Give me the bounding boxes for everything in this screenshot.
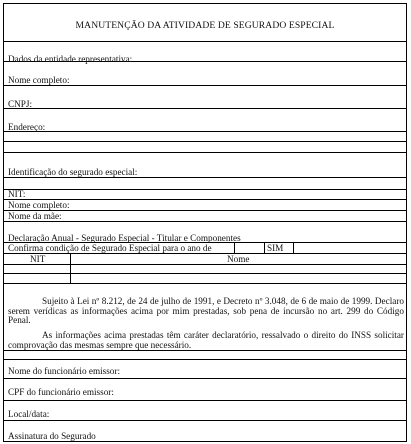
divider xyxy=(4,152,406,153)
column-header-nit: NIT xyxy=(30,254,46,264)
signature-label: Assinatura do Segurado xyxy=(8,431,96,441)
divider xyxy=(4,41,406,42)
column-divider xyxy=(293,242,294,253)
divider xyxy=(4,400,406,401)
sim-label: SIM xyxy=(267,243,284,253)
declaration-heading: Declaração Anual - Segurado Especial - Titular e Componentes xyxy=(8,233,241,243)
employee-name-label: Nome do funcionário emissor: xyxy=(8,366,121,376)
insured-name-label: Nome completo: xyxy=(8,200,70,210)
divider xyxy=(4,85,406,86)
inss-notice-text xyxy=(8,331,404,350)
insured-nit-label: NIT: xyxy=(8,189,26,199)
form-title: MANUTENÇÃO DA ATIVIDADE DE SEGURADO ESPECIAL xyxy=(75,20,335,31)
column-divider xyxy=(234,242,235,253)
divider xyxy=(4,359,406,360)
divider xyxy=(4,378,406,379)
inss-notice-body: As informações acima prestadas têm caráter declaratório, ressalvado o direito do INSS solicitar comprovação das mesmas sempre que necessário. xyxy=(8,330,404,350)
legal-declaration-text xyxy=(8,297,404,326)
legal-declaration-body: Sujeito à Lei nº 8.212, de 24 de julho de 1991, e Decreto nº 3.048, de 6 de maio de 1999. Declaro serem verídicas as informações acima por mim prestadas, sob pena de incursão no art. 299 do Código Penal. xyxy=(8,296,404,326)
insured-mother-label: Nome da mãe: xyxy=(8,211,62,221)
entity-section-label: Dados da entidade representativa: xyxy=(8,54,133,64)
employee-cpf-label: CPF do funcionário emissor: xyxy=(8,387,114,397)
divider xyxy=(4,420,406,421)
column-header-nome: Nome xyxy=(227,254,250,264)
entity-name-label: Nome completo: xyxy=(8,75,70,85)
divider xyxy=(4,189,406,190)
divider xyxy=(4,108,406,109)
form-container xyxy=(3,3,407,442)
divider xyxy=(4,283,406,284)
divider xyxy=(4,141,406,142)
divider xyxy=(4,253,406,254)
confirm-label: Confirma condição de Segurado Especial para o ano de xyxy=(8,243,212,253)
insured-section-label: Identificação do segurado especial: xyxy=(8,167,138,177)
place-date-label: Local/data: xyxy=(8,409,50,419)
divider xyxy=(4,177,406,178)
entity-address-label: Endereço: xyxy=(8,122,46,132)
divider xyxy=(4,273,406,274)
divider xyxy=(4,210,406,211)
column-divider xyxy=(264,242,265,253)
column-divider xyxy=(70,253,71,283)
entity-cnpj-label: CNPJ: xyxy=(8,99,33,109)
divider xyxy=(4,131,406,132)
divider xyxy=(4,221,406,222)
divider xyxy=(4,264,406,265)
